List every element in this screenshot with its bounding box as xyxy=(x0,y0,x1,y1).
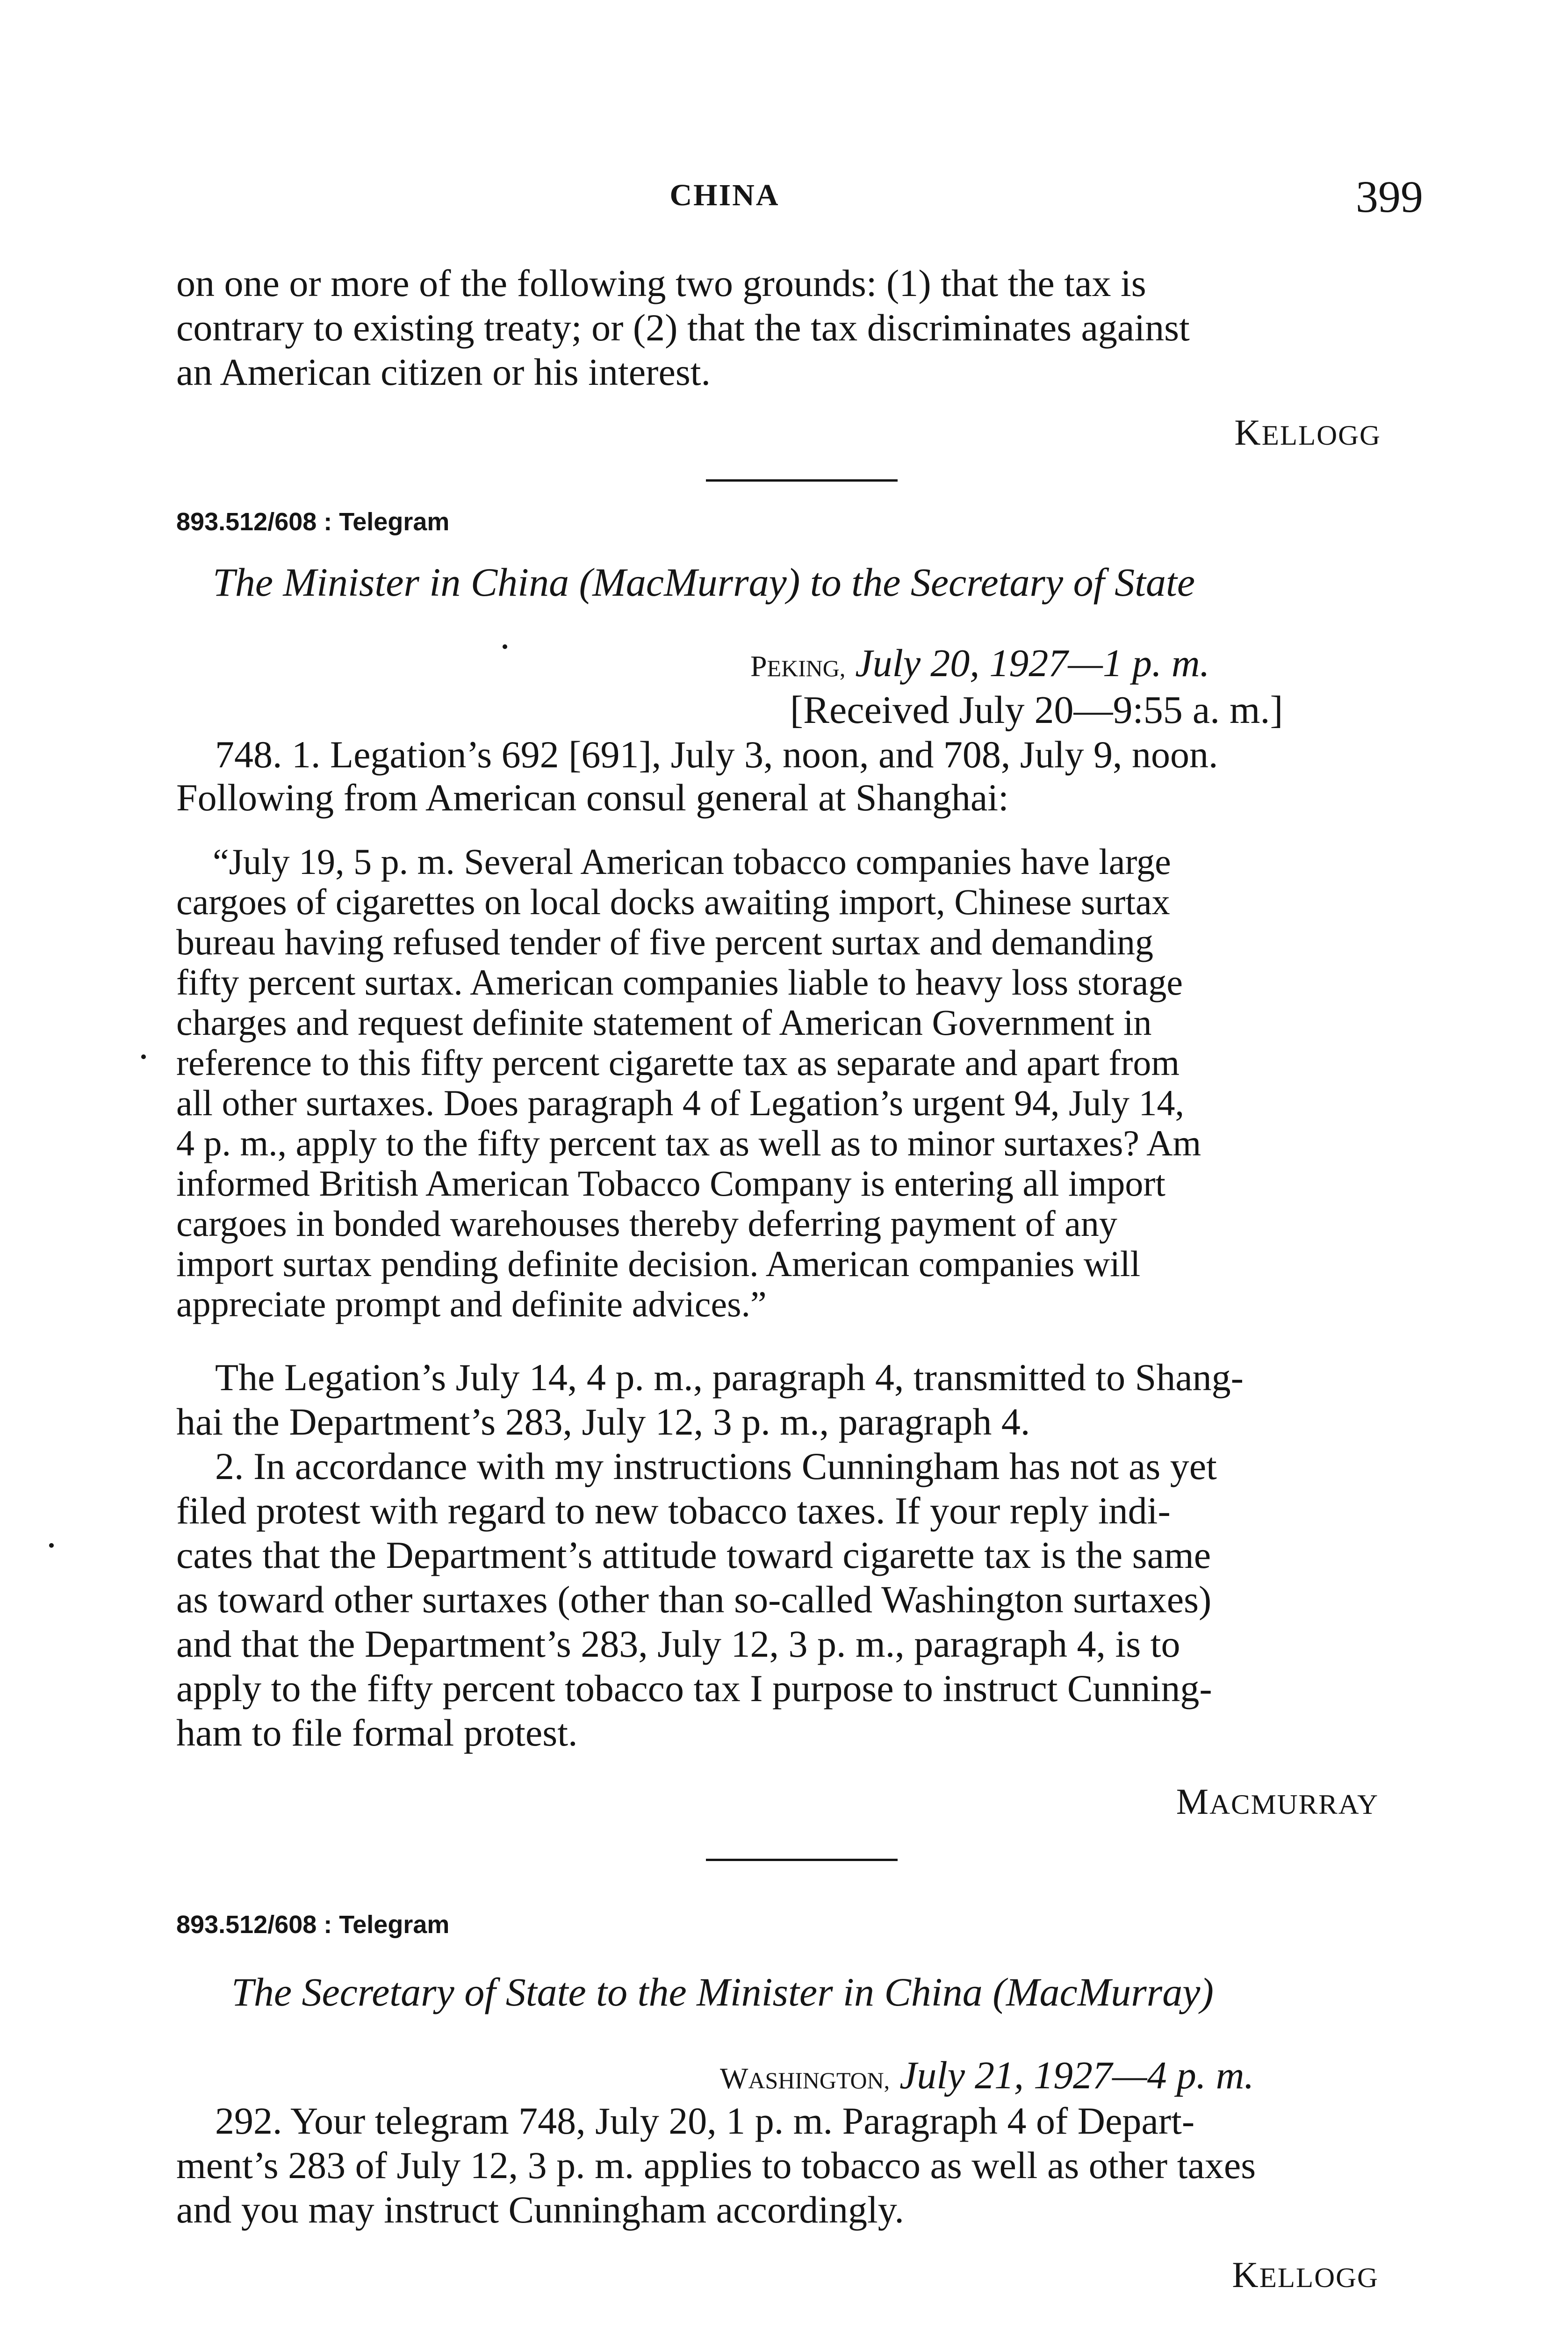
place-name: WASHINGTON, xyxy=(720,2062,890,2095)
dateline xyxy=(750,641,1210,686)
text-line: ment’s 283 of July 12, 3 p. m. applies to tobacco as well as other taxes xyxy=(176,2144,1256,2186)
section-divider xyxy=(706,479,898,482)
signature-text: MACMURRAY xyxy=(1176,1781,1379,1822)
signature-text: KELLOGG xyxy=(1234,412,1381,453)
page-number: 399 xyxy=(1356,172,1423,222)
text-line: cates that the Department’s attitude toward cigarette tax is the same xyxy=(176,1534,1211,1576)
text-line: 292. Your telegram 748, July 20, 1 p. m. Paragraph 4 of Depart- xyxy=(215,2100,1195,2142)
text-line: cargoes in bonded warehouses thereby deferring payment of any xyxy=(176,1203,1117,1244)
text-line: apply to the fifty percent tobacco tax I purpose to instruct Cunning- xyxy=(176,1667,1212,1710)
text-line: and you may instruct Cunningham accordingly. xyxy=(176,2188,904,2231)
running-header: CHINA xyxy=(669,178,780,212)
text-line: reference to this fifty percent cigarette tax as separate and apart from xyxy=(176,1042,1180,1083)
date-text: July 20, 1927—1 p. m. xyxy=(855,642,1210,685)
dateline xyxy=(720,2053,1254,2098)
text-line: The Legation’s July 14, 4 p. m., paragraph 4, transmitted to Shang- xyxy=(215,1356,1244,1399)
signature-text: KELLOGG xyxy=(1232,2254,1379,2295)
text-line: 748. 1. Legation’s 692 [691], July 3, noon, and 708, July 9, noon. xyxy=(215,733,1218,776)
text-line: contrary to existing treaty; or (2) that the tax discriminates against xyxy=(176,306,1190,349)
place-name: PEKING, xyxy=(750,649,846,683)
text-line: as toward other surtaxes (other than so-called Washington surtaxes) xyxy=(176,1578,1212,1621)
text-line: import surtax pending definite decision. American companies will xyxy=(176,1243,1141,1284)
text-line: fifty percent surtax. American companies liable to heavy loss storage xyxy=(176,962,1183,1003)
text-line: and that the Department’s 283, July 12, 3 p. m., paragraph 4, is to xyxy=(176,1623,1180,1665)
file-reference: 893.512/608 : Telegram xyxy=(176,508,450,536)
text-line: informed British American Tobacco Company is entering all import xyxy=(176,1163,1165,1204)
text-line: appreciate prompt and definite advices.” xyxy=(176,1284,767,1324)
section-divider xyxy=(706,1859,898,1861)
text-line: filed protest with regard to new tobacco taxes. If your reply indi- xyxy=(176,1489,1171,1532)
text-line: 4 p. m., apply to the fifty percent tax as well as to minor surtaxes? Am xyxy=(176,1123,1201,1163)
text-line: “July 19, 5 p. m. Several American tobacco companies have large xyxy=(213,841,1171,882)
text-line: all other surtaxes. Does paragraph 4 of Legation’s urgent 94, July 14, xyxy=(176,1082,1185,1123)
text-line: charges and request definite statement of American Government in xyxy=(176,1002,1152,1043)
signature-kellogg-1 xyxy=(1234,411,1381,454)
document-title: The Minister in China (MacMurray) to the Secretary of State xyxy=(213,560,1195,605)
received-line: [Received July 20—9:55 a. m.] xyxy=(790,688,1283,732)
text-line: Following from American consul general at Shanghai: xyxy=(176,776,1009,819)
text-line: ham to file formal protest. xyxy=(176,1711,578,1754)
text-line: hai the Department’s 283, July 12, 3 p. m., paragraph 4. xyxy=(176,1400,1030,1443)
file-reference: 893.512/608 : Telegram xyxy=(176,1911,450,1939)
document-title: The Secretary of State to the Minister in China (MacMurray) xyxy=(231,1970,1214,2014)
text-line: bureau having refused tender of five percent surtax and demanding xyxy=(176,922,1154,962)
signature-kellogg-2 xyxy=(1232,2254,1379,2296)
print-speck xyxy=(49,1543,54,1548)
text-line: 2. In accordance with my instructions Cunningham has not as yet xyxy=(215,1445,1217,1487)
print-speck xyxy=(503,644,507,649)
text-line: cargoes of cigarettes on local docks awaiting import, Chinese surtax xyxy=(176,881,1170,922)
text-line: an American citizen or his interest. xyxy=(176,351,711,393)
text-line: on one or more of the following two grounds: (1) that the tax is xyxy=(176,262,1146,304)
date-text: July 21, 1927—4 p. m. xyxy=(899,2054,1254,2097)
signature-macmurray xyxy=(1176,1781,1379,1823)
print-speck xyxy=(141,1054,146,1059)
